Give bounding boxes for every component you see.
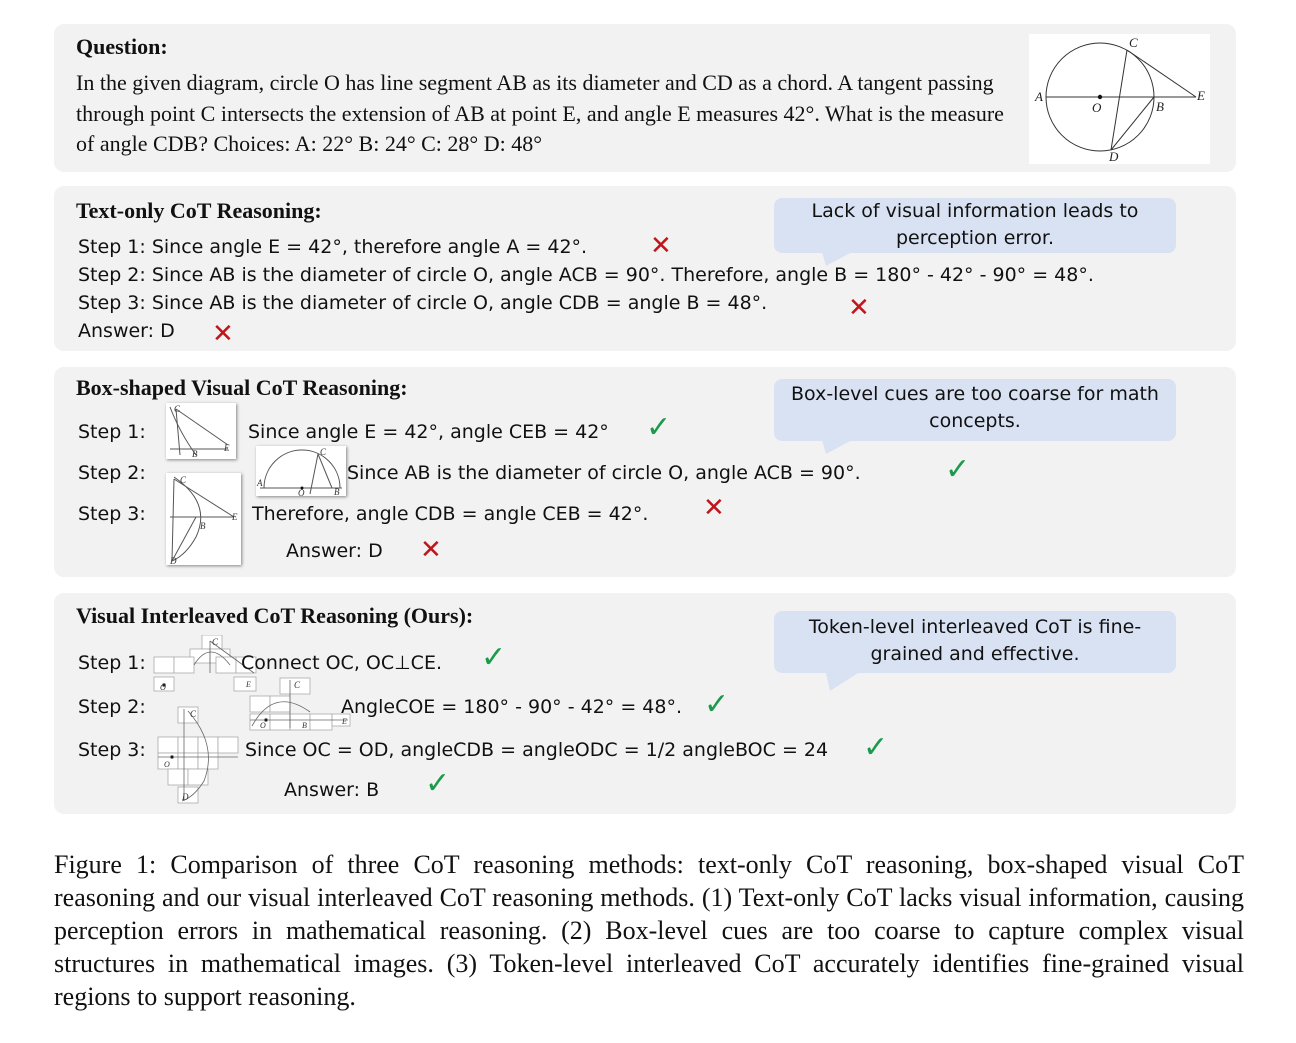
wrong-mark-icon: ✕ (650, 231, 672, 261)
bubble-tail (822, 252, 862, 268)
interleaved-step2-text: AngleCOE = 180° - 90° - 42° = 48°. (341, 696, 682, 718)
patch-label: E (246, 680, 251, 689)
box-shaped-panel (54, 367, 1236, 577)
crop-label: A (257, 478, 263, 488)
interleaved-panel (54, 593, 1236, 814)
interleaved-step1-text: Connect OC, OC⊥CE. (241, 652, 442, 674)
check-mark-icon: ✓ (481, 640, 507, 675)
box-step3-label: Step 3: (78, 503, 146, 525)
check-mark-icon: ✓ (646, 410, 672, 445)
text-only-title: Text-only CoT Reasoning: (76, 198, 322, 223)
label-b: B (1156, 99, 1164, 114)
label-d: D (1109, 149, 1119, 164)
crop-label: E (232, 512, 238, 522)
interleaved-step3-label: Step 3: (78, 739, 146, 761)
question-diagram (1029, 34, 1210, 164)
box-shaped-title: Box-shaped Visual CoT Reasoning: (76, 375, 408, 400)
crop-label: B (192, 449, 198, 459)
interleaved-bubble: Token-level interleaved CoT is fine-grained and effective. (774, 611, 1176, 673)
label-a: A (1035, 89, 1043, 104)
patch-label: E (342, 717, 347, 726)
token-patches-3 (154, 705, 244, 815)
crop-diagram-1 (166, 403, 236, 459)
interleaved-answer: Answer: B (284, 779, 380, 801)
bubble-tail (822, 440, 862, 456)
check-mark-icon: ✓ (704, 687, 730, 722)
interleaved-title: Visual Interleaved CoT Reasoning (Ours): (76, 603, 474, 628)
crop-label: C (174, 404, 181, 414)
box-step2-label: Step 2: (78, 462, 146, 484)
question-title: Question: (76, 34, 168, 59)
label-c: C (1129, 35, 1138, 50)
circle-diagram (1029, 34, 1210, 164)
wrong-mark-icon: ✕ (420, 535, 442, 565)
wrong-mark-icon: ✕ (703, 493, 725, 523)
box-step2-text: Since AB is the diameter of circle O, angle ACB = 90°. (347, 462, 861, 484)
patch-label: O (160, 683, 166, 692)
box-step3-text: Therefore, angle CDB = angle CEB = 42°. (252, 503, 649, 525)
check-mark-icon: ✓ (945, 452, 971, 487)
crop-label: C (320, 447, 327, 457)
question-text: In the given diagram, circle O has line segment AB as its diameter and CD as a chord. A tangent passing through point C intersects the extension of AB at point E, and angle E measures 42°. What is the measure of angle CDB? Choices: A: 22° B: 24° C: 28° D: 48° (76, 70, 1004, 156)
crop-label: B (200, 521, 206, 531)
text-only-step1: Step 1: Since angle E = 42°, therefore angle A = 42°. (78, 236, 588, 258)
box-step1-label: Step 1: (78, 421, 146, 443)
label-o: O (1092, 100, 1102, 115)
patch-label: O (260, 721, 266, 730)
text-only-step2: Step 2: Since AB is the diameter of circle O, angle ACB = 90°. Therefore, angle B = 180° - 42° - 90° = 48°. (78, 264, 1094, 286)
box-step1-text: Since angle E = 42°, angle CEB = 42° (248, 421, 609, 443)
interleaved-step2-label: Step 2: (78, 696, 146, 718)
check-mark-icon: ✓ (863, 730, 889, 765)
text-only-step3: Step 3: Since AB is the diameter of circle O, angle CDB = angle B = 48°. (78, 292, 768, 314)
token-patches-2 (244, 676, 354, 736)
figure-caption: Figure 1: Comparison of three CoT reasoning methods: text-only CoT reasoning, box-shaped visual CoT reasoning and our visual interleaved CoT reasoning methods. (1) Text-only CoT lacks visual information, causing perception errors in mathematical reasoning. (2) Box-level cues are too coarse to capture complex visual structures in mathematical images. (3) Token-level interleaved CoT accurately identifies fine-grained visual regions to support reasoning. (54, 850, 1244, 1011)
patch-label: C (190, 709, 197, 719)
crop-label: C (180, 475, 187, 485)
interleaved-step3-text: Since OC = OD, angleCDB = angleODC = 1/2 angleBOC = 24 (245, 739, 829, 761)
patch-label: C (294, 680, 301, 690)
crop-label: D (170, 556, 177, 565)
crop-label: O (298, 488, 305, 496)
crop-label: B (334, 487, 340, 496)
label-e: E (1197, 88, 1205, 103)
wrong-mark-icon: ✕ (212, 319, 234, 349)
text-only-bubble: Lack of visual information leads to perception error. (774, 198, 1176, 253)
interleaved-step1-label: Step 1: (78, 652, 146, 674)
wrong-mark-icon: ✕ (848, 293, 870, 323)
box-crop-3 (166, 473, 241, 565)
crop-diagram-3 (166, 473, 241, 565)
crop-label: E (224, 443, 230, 453)
check-mark-icon: ✓ (425, 766, 451, 801)
text-only-panel (54, 186, 1236, 351)
bubble-tail (826, 673, 866, 693)
box-crop-2 (256, 446, 346, 496)
crop-diagram-2 (256, 446, 346, 496)
question-panel (54, 24, 1236, 172)
box-shaped-bubble: Box-level cues are too coarse for math concepts. (774, 379, 1176, 441)
patch-label: D (182, 792, 189, 802)
patch-label: C (212, 637, 219, 647)
text-only-answer: Answer: D (78, 320, 175, 342)
box-answer: Answer: D (286, 540, 383, 562)
box-crop-1 (166, 403, 236, 459)
patch-label: B (302, 721, 307, 730)
patch-label: O (164, 760, 170, 769)
